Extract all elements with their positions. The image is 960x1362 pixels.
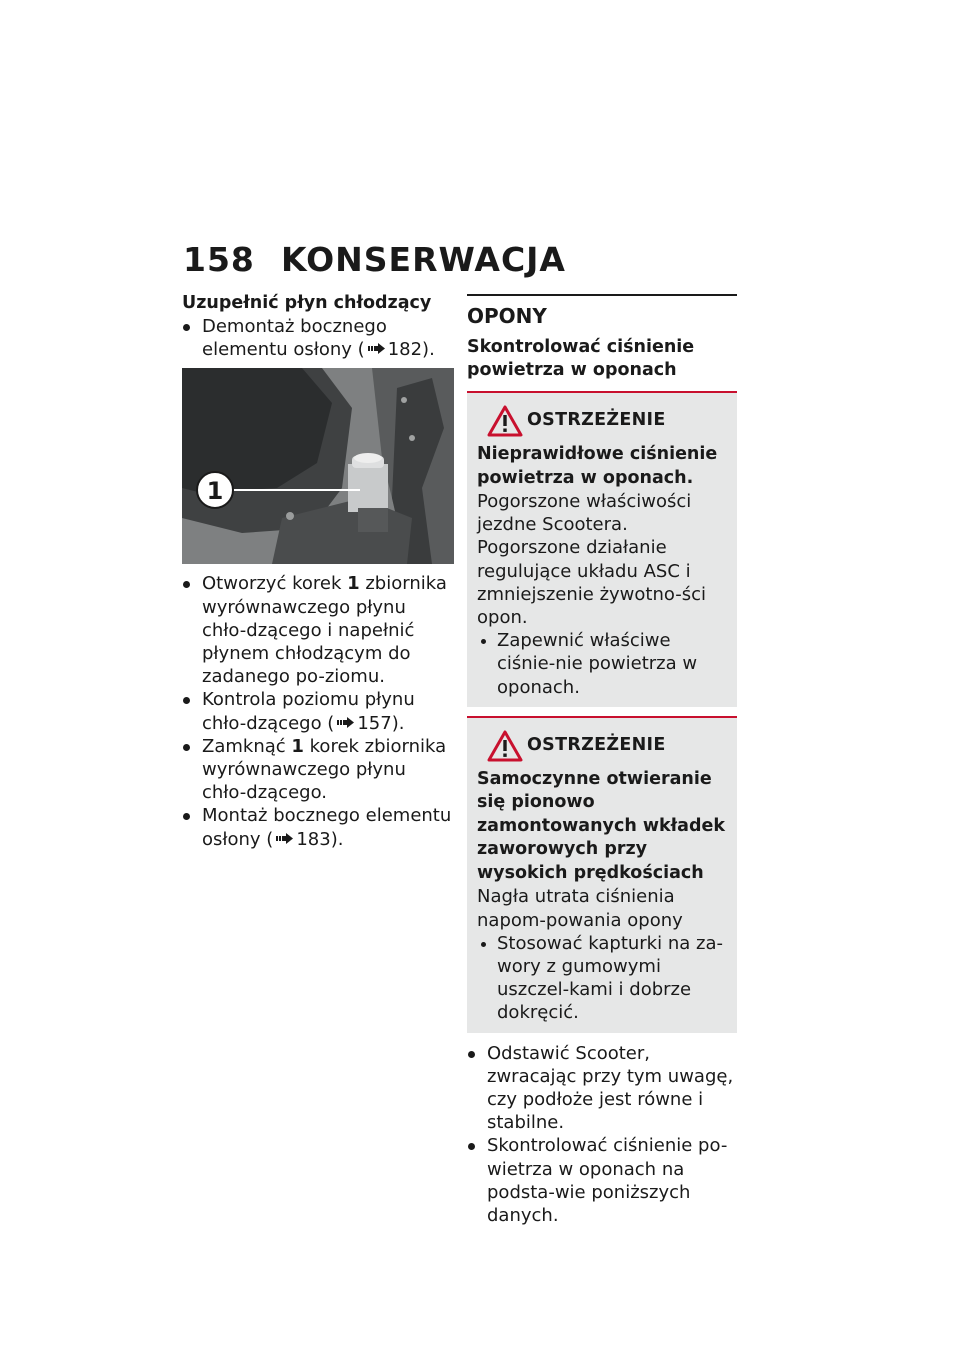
page-reference[interactable]: 182). <box>365 339 435 360</box>
warning-title: Samoczynne otwieranie się pionowo zamontowanych wkładek zaworowych przy wysokich prędkościach <box>477 768 726 883</box>
warning-title: Nieprawidłowe ciśnienie powietrza w oponach. <box>477 444 718 488</box>
arrow-right-icon <box>276 833 294 844</box>
left-column <box>182 292 454 851</box>
warning-box-pressure <box>467 393 737 707</box>
warning-header <box>477 730 725 762</box>
coolant-subheading: Uzupełnić płyn chłodzący <box>182 293 432 313</box>
arrow-right-icon <box>337 717 355 728</box>
warning-label: OSTRZEŻENIE <box>527 734 666 755</box>
page-number: 158 <box>183 240 255 279</box>
page-reference[interactable]: 157). <box>334 713 404 734</box>
warning-label: OSTRZEŻENIE <box>527 410 666 430</box>
warning-header <box>477 405 725 437</box>
bullet-dot-icon <box>183 697 190 704</box>
chapter-title: KONSERWACJA <box>281 240 566 279</box>
photo-illustration <box>182 368 454 564</box>
callout-number: 1 <box>291 735 304 757</box>
step-fill-coolant: Otworzyć korek 1 zbiornika wyrównawczego płynu chło-dzącego i napełnić płynem chłodzącym do zadanego po-ziomu. <box>182 572 454 688</box>
page-reference-number: 157 <box>357 712 392 734</box>
warning-triangle-icon <box>487 730 523 762</box>
warning-text: Nagła utrata ciśnienia napom-powania opony <box>477 886 683 931</box>
bullet-dot-icon <box>183 324 190 331</box>
tire-pressure-subheading: Skontrolować ciśnienie powietrza w oponach <box>467 337 695 380</box>
step-text: Demontaż bocznego elementu osłony ( <box>202 316 387 361</box>
section-divider <box>467 294 737 296</box>
step-install-cover: Montaż bocznego elementu osłony ( 183). <box>182 804 454 850</box>
bullet-dot-icon <box>183 813 190 820</box>
page-reference[interactable]: 183). <box>273 829 343 850</box>
warning-triangle-icon <box>487 405 523 437</box>
right-column <box>467 292 737 1227</box>
page-reference-number: 183 <box>296 828 331 850</box>
warning-action: Zapewnić właściwe ciśnie-nie powietrza w oponach. <box>477 629 725 699</box>
warning-action: Stosować kapturki na za-wory z gumowymi uszczel-kami i dobrze dokręcić. <box>477 932 725 1025</box>
warning-text: Pogorszone właściwości jezdne Scootera. Pogorszone działanie regulujące układu ASC i zmniejszenie żywotno-ści opon. <box>477 491 706 629</box>
warning-box-valve <box>467 718 737 1033</box>
step-close-cap: Zamknąć 1 korek zbiornika wyrównawczego płynu chło-dzącego. <box>182 735 454 805</box>
step-remove-cover <box>182 315 454 361</box>
photo-callout-number: 1 <box>206 477 224 506</box>
callout-number: 1 <box>347 573 360 595</box>
bullet-dot-icon <box>468 1143 475 1150</box>
step-park-scooter: Odstawić Scooter, zwracając przy tym uwagę, czy podłoże jest równe i stabilne. <box>467 1042 737 1135</box>
step-check-pressure: Skontrolować ciśnienie po-wietrza w oponach na podsta-wie poniższych danych. <box>467 1134 737 1227</box>
bullet-dot-icon <box>183 744 190 751</box>
coolant-reservoir-photo <box>182 368 454 564</box>
page-header <box>183 240 743 280</box>
bullet-dot-icon <box>468 1051 475 1058</box>
bullet-dot-icon <box>183 581 190 588</box>
arrow-right-icon <box>368 343 386 354</box>
bullet-dot-icon <box>481 639 486 644</box>
section-title: OPONY <box>467 304 547 328</box>
page-reference-number: 182 <box>387 339 423 361</box>
bullet-dot-icon <box>481 942 486 947</box>
step-check-level: Kontrola poziomu płynu chło-dzącego ( 157). <box>182 688 454 734</box>
